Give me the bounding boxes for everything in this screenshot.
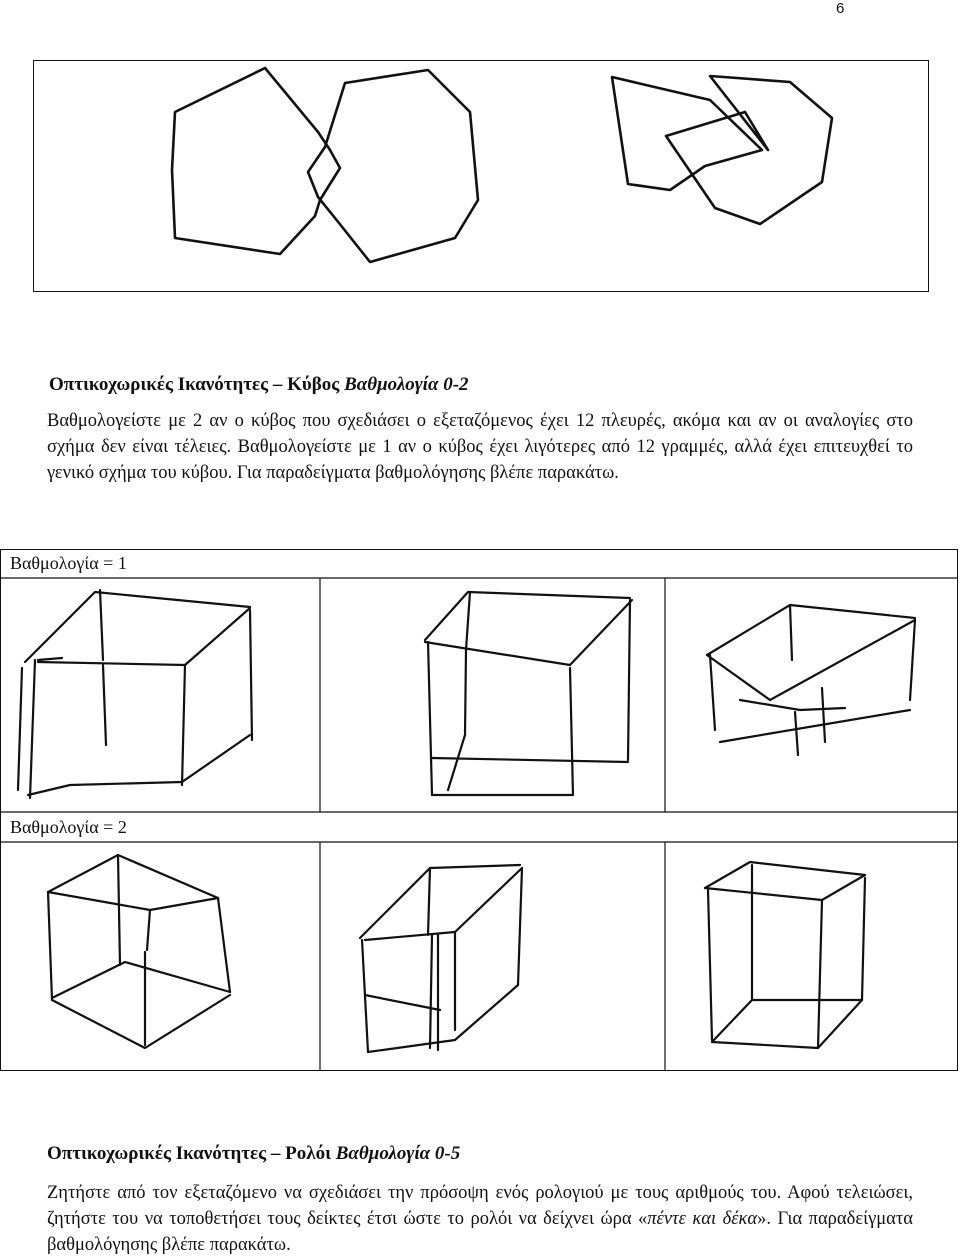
cube-heading-score: Βαθμολογία 0-2 [344, 374, 469, 395]
cube-drawing-score1-a [18, 590, 252, 798]
score-row-label-1: Βαθμολογία = 1 [10, 553, 127, 573]
clock-section-heading [47, 1143, 907, 1165]
cube-heading-title: Οπτικοχωρικές Ικανότητες – Κύβος [49, 374, 340, 395]
cube-drawing-score2-a [48, 855, 230, 1048]
clock-heading-score: Βαθμολογία 0-5 [335, 1143, 461, 1164]
cube-instructions: Βαθμολογείστε με 2 αν ο κύβος που σχεδιάσει ο εξεταζόμενος έχει 12 πλευρές, ακόμα και αν οι αναλογίες στο σχήμα δεν είναι τέλειες. Βαθμολογείστε με 1 αν ο κύβος έχει λιγότερες από 12 γραμμές, αλλά έχει επιτευχθεί το γενικό σχήμα του κύβου. Για παραδείγματα βαθμολόγησης βλέπε παρακάτω. [47, 411, 913, 483]
clock-instructions-time: πέντε και δέκα [647, 1209, 758, 1229]
cube-drawing-score1-b [425, 592, 632, 795]
score-row-label-2: Βαθμολογία = 2 [10, 817, 127, 837]
cube-drawing-score2-b [360, 865, 522, 1052]
cube-drawing-score2-c [705, 862, 865, 1048]
clock-instructions-end: ». Για παραδείγματα βαθμολόγησης βλέπε παρακάτω. [47, 1209, 913, 1255]
clock-heading-title: Οπτικοχωρικές Ικανότητες – Ρολόι [47, 1143, 331, 1164]
clock-instructions [47, 1180, 913, 1258]
clock-instructions-start: Ζητήστε από τον εξεταζόμενο να σχεδιάσει την πρόσοψη ενός ρολογιού με τους αριθμούς του. Αφού τελειώσει, ζητήστε του να τοποθετήσει τους δείκτες έτσι ώστε το ρολόι να δείχνει ώρα « [47, 1183, 913, 1229]
cube-drawing-score1-c [707, 605, 915, 755]
page-number: 6 [836, 0, 845, 17]
